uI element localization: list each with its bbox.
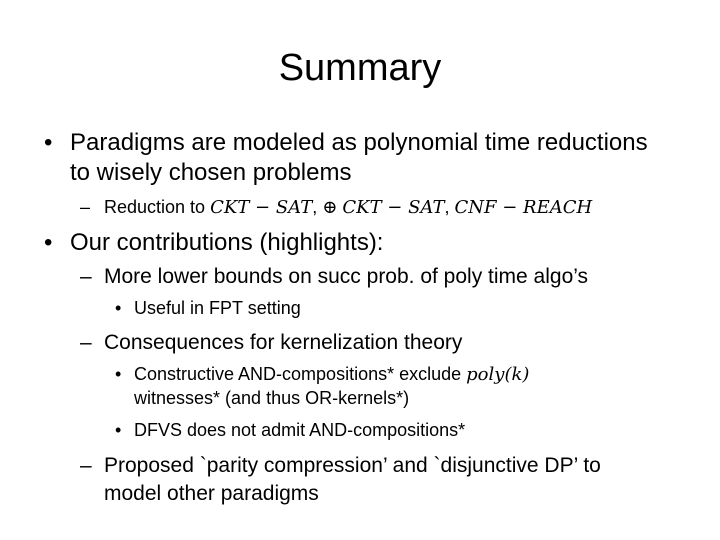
separator: , — [444, 197, 450, 217]
bullet-2-sub-3-line-1: Proposed `parity compression’ and `disjunctive DP’ to — [104, 454, 601, 477]
dash-marker: – — [80, 265, 92, 288]
bullet-2-sub-1: More lower bounds on succ prob. of poly time algo’s — [104, 265, 589, 288]
bullet-2-sub-2: Consequences for kernelization theory — [104, 331, 463, 354]
bullet-marker: • — [115, 364, 122, 384]
bullet-marker: • — [44, 129, 53, 156]
dash-marker: – — [80, 331, 92, 354]
bullet-2-line-1: Our contributions (highlights): — [70, 229, 384, 256]
math-cnf-reach: CNF − REACH — [454, 197, 593, 218]
bullet-2-sub-3-line-2: model other paradigms — [104, 482, 319, 505]
oplus-symbol: ⊕ — [322, 197, 338, 218]
dash-marker: – — [80, 454, 92, 477]
bullet-marker: • — [115, 420, 122, 440]
math-ckt-sat-2: CKT − SAT — [342, 197, 445, 218]
math-ckt-sat: CKT − SAT — [210, 197, 313, 218]
math-poly-k: poly(k) — [466, 364, 530, 385]
bullet-1-sub-1 — [104, 194, 592, 221]
bullet-2-sub-2-sub-1-line-2: witnesses* (and thus OR-kernels*) — [134, 388, 410, 408]
slide-title: Summary — [278, 47, 442, 89]
separator: , — [312, 197, 318, 217]
bullet-2-sub-2-sub-1-line-1 — [134, 362, 529, 387]
bullet-1-line-2: to wisely chosen problems — [70, 159, 352, 186]
bullet-1-line-1: Paradigms are modeled as polynomial time reductions — [70, 129, 648, 156]
reduction-prefix: Reduction to — [104, 197, 206, 217]
dash-marker: – — [80, 197, 91, 217]
bullet-marker: • — [44, 229, 53, 256]
bullet-2-sub-2-sub-2: DFVS does not admit AND-compositions* — [134, 420, 466, 440]
bullet-marker: • — [115, 298, 122, 318]
composition-text: Constructive AND-compositions* exclude — [134, 364, 462, 384]
bullet-2-sub-1-sub-1: Useful in FPT setting — [134, 298, 301, 318]
